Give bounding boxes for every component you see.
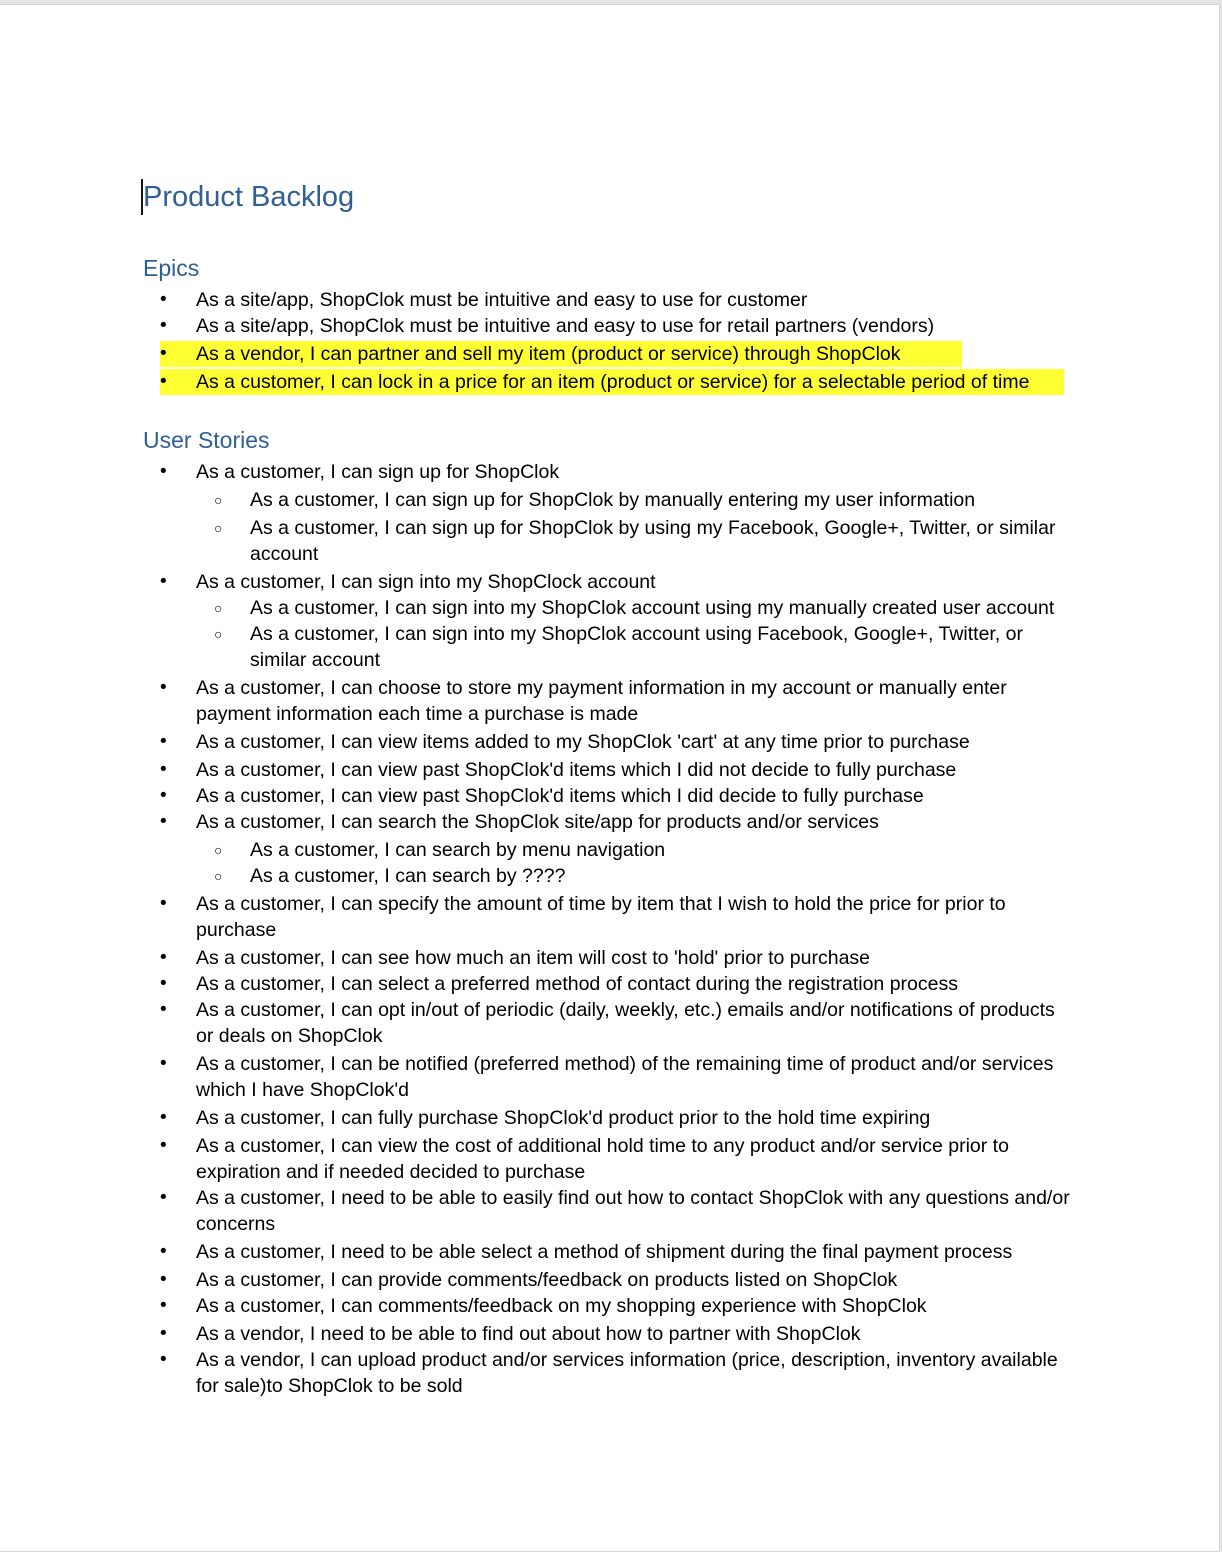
list-item[interactable]: • As a customer, I can select a preferred method of contact during the registration process <box>160 973 958 995</box>
list-item[interactable]: • As a vendor, I can upload product and/or services information (price, description, inventory available for sale)to ShopClok to be sold <box>160 1349 1058 1397</box>
bullet-icon: • <box>160 893 167 914</box>
bullet-icon: • <box>160 947 167 968</box>
document-page[interactable] <box>0 4 1220 1552</box>
bullet-icon: • <box>160 371 167 392</box>
bullet-icon: • <box>160 343 167 364</box>
sub-list-item[interactable]: ○ As a customer, I can search by menu navigation <box>214 839 666 861</box>
list-item[interactable]: • As a customer, I can opt in/out of periodic (daily, weekly, etc.) emails and/or notifications of products or deals on ShopClok <box>160 999 1055 1047</box>
list-item[interactable]: • As a customer, I can be notified (preferred method) of the remaining time of product and/or services which I have ShopClok'd <box>160 1053 1054 1101</box>
bullet-icon: • <box>160 811 167 832</box>
hollow-bullet-icon: ○ <box>214 842 223 858</box>
bullet-icon: • <box>160 1269 167 1290</box>
bullet-icon: • <box>160 785 167 806</box>
bullet-icon: • <box>160 759 167 780</box>
list-item[interactable]: • As a customer, I can sign into my ShopClock account <box>160 571 656 593</box>
bullet-icon: • <box>160 677 167 698</box>
list-item[interactable]: • As a customer, I can provide comments/feedback on products listed on ShopClok <box>160 1269 898 1291</box>
list-item[interactable]: • As a customer, I can specify the amount of time by item that I wish to hold the price for prior to purchase <box>160 893 1006 941</box>
bullet-icon: • <box>160 1135 167 1156</box>
list-item[interactable]: • As a customer, I need to be able select a method of shipment during the final payment process <box>160 1241 1013 1263</box>
bullet-icon: • <box>160 1053 167 1074</box>
list-item[interactable]: • As a site/app, ShopClok must be intuitive and easy to use for retail partners (vendors) <box>160 315 935 337</box>
hollow-bullet-icon: ○ <box>214 626 223 642</box>
list-item[interactable]: • As a customer, I can choose to store my payment information in my account or manually enter payment information each time a purchase is made <box>160 677 1007 725</box>
list-item[interactable]: • As a customer, I need to be able to easily find out how to contact ShopClok with any questions and/or concerns <box>160 1187 1070 1235</box>
bullet-icon: • <box>160 571 167 592</box>
list-item[interactable]: • As a customer, I can sign up for ShopClok <box>160 461 560 483</box>
sub-list-item[interactable]: ○ As a customer, I can sign into my ShopClok account using my manually created user account <box>214 597 1055 619</box>
sub-list-item[interactable]: ○ As a customer, I can sign up for ShopClok by using my Facebook, Google+, Twitter, or similar account <box>214 517 1056 565</box>
list-item[interactable]: • As a customer, I can comments/feedback on my shopping experience with ShopClok <box>160 1295 927 1317</box>
bullet-icon: • <box>160 289 167 310</box>
sub-list-item[interactable]: ○ As a customer, I can search by ???? <box>214 865 566 887</box>
bullet-icon: • <box>160 1323 167 1344</box>
hollow-bullet-icon: ○ <box>214 520 223 536</box>
bullet-icon: • <box>160 1349 167 1370</box>
hollow-bullet-icon: ○ <box>214 600 223 616</box>
list-item[interactable]: • As a customer, I can search the ShopClok site/app for products and/or services <box>160 811 879 833</box>
highlighted-list-item[interactable]: • As a vendor, I can partner and sell my item (product or service) through ShopClok <box>160 341 962 367</box>
list-item[interactable]: • As a customer, I can see how much an item will cost to 'hold' prior to purchase <box>160 947 871 969</box>
bullet-icon: • <box>160 731 167 752</box>
bullet-icon: • <box>160 1107 167 1128</box>
list-item[interactable]: • As a customer, I can view items added to my ShopClok 'cart' at any time prior to purchase <box>160 731 970 753</box>
list-item[interactable]: • As a vendor, I need to be able to find out about how to partner with ShopClok <box>160 1323 861 1345</box>
user-stories-list <box>0 459 1219 1399</box>
bullet-icon: • <box>160 999 167 1020</box>
user-stories-heading[interactable]: User Stories <box>143 427 270 453</box>
list-item[interactable]: • As a customer, I can view past ShopClok'd items which I did not decide to fully purchase <box>160 759 957 781</box>
epics-heading[interactable]: Epics <box>143 255 200 281</box>
hollow-bullet-icon: ○ <box>214 868 223 884</box>
document-title[interactable]: Product Backlog <box>143 181 355 213</box>
list-item[interactable]: • As a customer, I can view the cost of additional hold time to any product and/or service prior to expiration and if needed decided to purchase <box>160 1135 1009 1183</box>
epics-list <box>0 287 1219 395</box>
list-item[interactable]: • As a customer, I can fully purchase ShopClok'd product prior to the hold time expiring <box>160 1107 931 1129</box>
bullet-icon: • <box>160 1295 167 1316</box>
hollow-bullet-icon: ○ <box>214 492 223 508</box>
sub-list-item[interactable]: ○ As a customer, I can sign into my ShopClok account using Facebook, Google+, Twitter, or similar account <box>214 623 1024 671</box>
bullet-icon: • <box>160 1187 167 1208</box>
bullet-icon: • <box>160 973 167 994</box>
list-item[interactable]: • As a customer, I can view past ShopClok'd items which I did decide to fully purchase <box>160 785 924 807</box>
highlighted-list-item[interactable]: • As a customer, I can lock in a price for an item (product or service) for a selectable period of time <box>160 369 1064 395</box>
bullet-icon: • <box>160 1241 167 1262</box>
bullet-icon: • <box>160 461 167 482</box>
list-item[interactable]: • As a site/app, ShopClok must be intuitive and easy to use for customer <box>160 289 808 311</box>
bullet-icon: • <box>160 315 167 336</box>
sub-list-item[interactable]: ○ As a customer, I can sign up for ShopClok by manually entering my user information <box>214 489 976 511</box>
